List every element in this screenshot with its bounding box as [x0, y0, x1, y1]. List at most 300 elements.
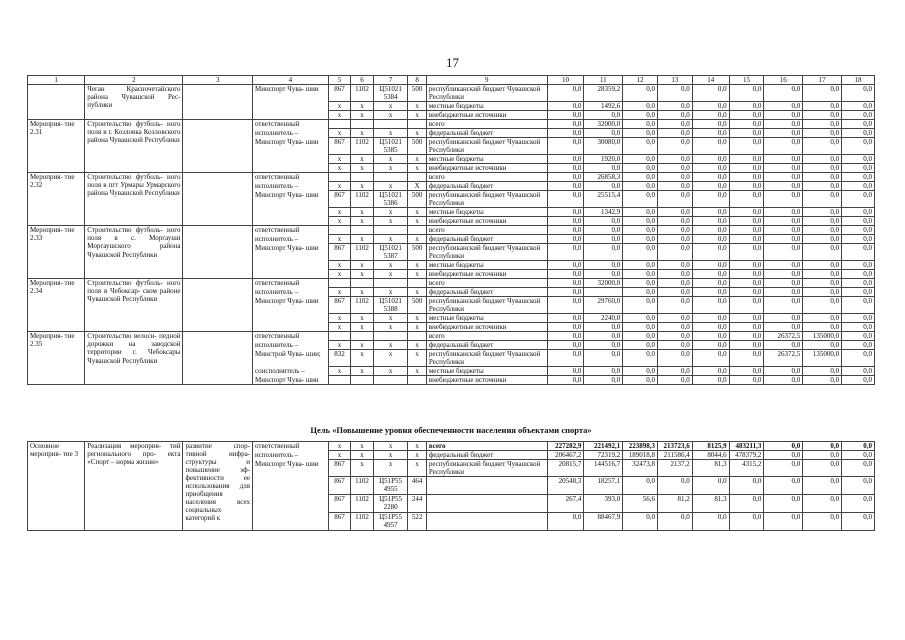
table-cell: 0,0 — [623, 111, 658, 120]
table-cell: 867 — [328, 85, 351, 102]
table-cell: 0,0 — [584, 323, 623, 332]
table-cell: x — [408, 217, 426, 226]
table-cell: 0,0 — [803, 244, 842, 261]
table-cell — [253, 323, 329, 332]
header-cell: 2 — [85, 76, 183, 85]
table-cell: 0,0 — [547, 217, 584, 226]
table-cell: всего — [426, 173, 547, 182]
table-cell: местные бюджеты — [426, 155, 547, 164]
table-cell: 0,0 — [764, 182, 803, 191]
table-cell: республиканский бюджет Чувашской Республики — [426, 350, 547, 367]
table-cell: 0,0 — [692, 323, 729, 332]
table-cell: 0,0 — [658, 138, 693, 155]
table-cell: x — [373, 129, 408, 138]
activity-number-cell: Мероприя- тие 2.35 — [28, 332, 85, 385]
table-cell: 0,0 — [729, 244, 764, 261]
table-cell: x — [373, 155, 408, 164]
table-cell: 0,0 — [658, 102, 693, 111]
table-cell: исполнитель – — [253, 182, 329, 191]
table-cell: республиканский бюджет Чувашской Республики — [426, 297, 547, 314]
table-cell: 0,0 — [842, 191, 875, 208]
table-cell: 0,0 — [623, 182, 658, 191]
table-cell: x — [373, 270, 408, 279]
table-cell: 0,0 — [764, 513, 803, 531]
table-cell — [328, 173, 351, 182]
table-cell: 0,0 — [692, 261, 729, 270]
table-cell: 211586,4 — [658, 451, 693, 460]
table-cell — [253, 217, 329, 226]
table-cell: 0,0 — [764, 173, 803, 182]
table-cell: республиканский бюджет Чувашской Республики — [426, 244, 547, 261]
table-cell: исполнитель – — [253, 288, 329, 297]
table-cell: 0,0 — [729, 332, 764, 341]
table-row — [28, 120, 875, 129]
table-cell: 0,0 — [842, 367, 875, 376]
table-cell: всего — [426, 442, 547, 451]
table-cell — [328, 279, 351, 288]
table-cell: 0,0 — [658, 288, 693, 297]
header-cell: 3 — [183, 76, 253, 85]
table-cell: 0,0 — [547, 261, 584, 270]
table-cell — [351, 332, 374, 341]
table-cell: 0,0 — [729, 155, 764, 164]
table-cell: Минстрой Чува- шии; — [253, 350, 329, 367]
table-cell: 0,0 — [842, 332, 875, 341]
table-cell: 0,0 — [803, 85, 842, 102]
activity-number-cell: Мероприя- тие 2.34 — [28, 279, 85, 332]
table-cell: 81,2 — [658, 495, 693, 513]
table-cell: 0,0 — [842, 513, 875, 531]
table-cell: x — [373, 111, 408, 120]
table-cell: 0,0 — [623, 120, 658, 129]
table-cell: x — [328, 341, 351, 350]
table-cell: 0,0 — [584, 235, 623, 244]
table-cell: 0,0 — [584, 129, 623, 138]
table-cell: 0,0 — [729, 350, 764, 367]
table-cell: 0,0 — [692, 226, 729, 235]
table-cell: 0,0 — [547, 332, 584, 341]
table-cell: 0,0 — [729, 513, 764, 531]
table-cell: 0,0 — [692, 138, 729, 155]
table-cell: республиканский бюджет Чувашской Республики — [426, 460, 547, 477]
table-cell: 0,0 — [729, 376, 764, 385]
table-cell: 0,0 — [842, 173, 875, 182]
table-cell: 0,0 — [729, 367, 764, 376]
table-cell: 0,0 — [658, 129, 693, 138]
table-cell: 0,0 — [547, 367, 584, 376]
header-cell: 17 — [803, 76, 842, 85]
table-cell: 0,0 — [842, 376, 875, 385]
table-cell: 0,0 — [842, 244, 875, 261]
table-cell — [253, 102, 329, 111]
table-cell — [253, 477, 329, 495]
table-cell: x — [328, 270, 351, 279]
table-cell: 0,0 — [547, 226, 584, 235]
table-cell: 0,0 — [729, 226, 764, 235]
table-cell: 0,0 — [623, 279, 658, 288]
table-cell: x — [328, 155, 351, 164]
table-cell — [253, 270, 329, 279]
table-cell: x — [373, 350, 408, 367]
table-cell: 0,0 — [547, 182, 584, 191]
table-cell: x — [328, 235, 351, 244]
table-cell: федеральный бюджет — [426, 451, 547, 460]
table-cell: 0,0 — [692, 85, 729, 102]
table-cell: 135000,0 — [803, 332, 842, 341]
table-cell: x — [351, 323, 374, 332]
table-cell: 0,0 — [623, 513, 658, 531]
table-cell: 0,0 — [658, 217, 693, 226]
goal-heading: Цель «Повышение уровня обеспеченности населения объектами спорта» — [310, 425, 592, 435]
table-cell: x — [408, 451, 426, 460]
table-cell: ответственный — [253, 120, 329, 129]
activity-name-cell: Строительство велоси- педной дорожки на заводской территории г. Чебоксары Чувашской Республики — [85, 332, 183, 385]
table-cell: 26372,5 — [764, 332, 803, 341]
table-cell — [408, 120, 426, 129]
table-cell: 0,0 — [658, 173, 693, 182]
table-cell: 30080,0 — [584, 138, 623, 155]
table-cell: 0,0 — [764, 155, 803, 164]
table-cell: 0,0 — [729, 341, 764, 350]
header-cell: 10 — [547, 76, 584, 85]
table-cell: ответственный — [253, 226, 329, 235]
table-cell: 0,0 — [729, 191, 764, 208]
table-cell: 0,0 — [658, 350, 693, 367]
table-cell: ответственный — [253, 173, 329, 182]
table-cell: местные бюджеты — [426, 314, 547, 323]
table-cell: 1102 — [351, 477, 374, 495]
table-cell: 135000,0 — [803, 350, 842, 367]
table-cell: 0,0 — [764, 85, 803, 102]
table-cell: 20548,3 — [547, 477, 584, 495]
table-cell: 29760,0 — [584, 297, 623, 314]
table-cell: 0,0 — [547, 155, 584, 164]
table-cell: 0,0 — [692, 164, 729, 173]
table-cell: 0,0 — [803, 164, 842, 173]
table-cell: 0,0 — [764, 477, 803, 495]
table-cell: x — [328, 367, 351, 376]
table-cell: 867 — [328, 495, 351, 513]
table-cell: 0,0 — [764, 235, 803, 244]
table-cell: 0,0 — [623, 367, 658, 376]
table-cell: 26372,5 — [764, 350, 803, 367]
table-cell: 0,0 — [547, 235, 584, 244]
table-cell: ответственный — [253, 279, 329, 288]
table-cell: x — [351, 314, 374, 323]
table-cell: x — [408, 235, 426, 244]
header-cell: 13 — [658, 76, 693, 85]
table-row — [28, 173, 875, 182]
table-cell: Минспорт Чува- шии — [253, 191, 329, 208]
table-cell: x — [351, 155, 374, 164]
table-cell: 867 — [328, 297, 351, 314]
table-cell: 0,0 — [547, 288, 584, 297]
table-cell: 0,0 — [547, 270, 584, 279]
table-cell: x — [373, 261, 408, 270]
table-cell: Ц51Р55 4955 — [373, 477, 408, 495]
table-cell: 25515,4 — [584, 191, 623, 208]
table-cell: 0,0 — [692, 191, 729, 208]
table-cell: 81,3 — [692, 460, 729, 477]
table-cell: x — [373, 288, 408, 297]
table-cell: 0,0 — [692, 332, 729, 341]
table-cell: местные бюджеты — [426, 208, 547, 217]
table-cell: 0,0 — [764, 226, 803, 235]
table-cell: 0,0 — [623, 191, 658, 208]
table-cell — [351, 279, 374, 288]
page-number: 17 — [446, 55, 459, 70]
table-cell: x — [408, 460, 426, 477]
table-cell: 500 — [408, 244, 426, 261]
table-cell: 0,0 — [547, 120, 584, 129]
table-cell: 0,0 — [692, 235, 729, 244]
table-cell: 1102 — [351, 244, 374, 261]
table-cell: местные бюджеты — [426, 261, 547, 270]
table-cell: 0,0 — [623, 208, 658, 217]
table-cell — [426, 495, 547, 513]
activity-name-cell: Строительство футболь- ного поля в г. Козловка Козловского района Чувашской Республики — [85, 120, 183, 173]
header-cell: 18 — [842, 76, 875, 85]
table-cell: исполнитель – — [253, 341, 329, 350]
table-cell: x — [373, 164, 408, 173]
header-row — [28, 76, 875, 85]
table-cell: 0,0 — [692, 367, 729, 376]
table-cell: 0,0 — [584, 226, 623, 235]
table-cell: x — [351, 451, 374, 460]
table-cell: x — [351, 235, 374, 244]
table-cell — [373, 279, 408, 288]
table-cell: x — [373, 323, 408, 332]
table-cell: федеральный бюджет — [426, 288, 547, 297]
table-cell: 0,0 — [803, 208, 842, 217]
goal-cell — [183, 120, 253, 173]
table-cell: 0,0 — [764, 129, 803, 138]
table-cell: 0,0 — [658, 477, 693, 495]
table-cell: 0,0 — [658, 208, 693, 217]
header-cell: 16 — [764, 76, 803, 85]
table-cell: Ц51021 5388 — [373, 297, 408, 314]
table-cell: 0,0 — [547, 341, 584, 350]
table-cell: Минспорт Чува- шии — [253, 85, 329, 102]
table-cell: 223898,3 — [623, 442, 658, 451]
table-cell: 0,0 — [729, 164, 764, 173]
activity-number-cell: Мероприя- тие 2.32 — [28, 173, 85, 226]
table-cell: 0,0 — [764, 376, 803, 385]
goal-cell — [183, 226, 253, 279]
header-cell: 5 — [328, 76, 351, 85]
table-cell: x — [328, 314, 351, 323]
table-cell: 0,0 — [803, 279, 842, 288]
table-cell: 0,0 — [692, 376, 729, 385]
table-row — [28, 442, 875, 451]
header-cell: 11 — [584, 76, 623, 85]
table-cell: 0,0 — [623, 173, 658, 182]
table-cell: 0,0 — [658, 244, 693, 261]
table-cell: внебюджетные источники — [426, 164, 547, 173]
table-cell: 0,0 — [803, 261, 842, 270]
table-cell: 0,0 — [842, 120, 875, 129]
table-cell: всего — [426, 279, 547, 288]
table-cell: 0,0 — [692, 111, 729, 120]
table-cell — [253, 164, 329, 173]
table-cell: 0,0 — [803, 513, 842, 531]
table-cell: x — [351, 217, 374, 226]
table-cell — [408, 376, 426, 385]
table-cell: 0,0 — [658, 376, 693, 385]
table-cell: x — [351, 367, 374, 376]
table-cell: x — [408, 350, 426, 367]
table-cell: 0,0 — [692, 120, 729, 129]
table-cell: 0,0 — [547, 376, 584, 385]
table-cell: x — [408, 341, 426, 350]
table-cell: x — [328, 111, 351, 120]
table-cell: x — [408, 164, 426, 173]
table-cell: x — [328, 208, 351, 217]
table-cell: 867 — [328, 138, 351, 155]
table-cell: 0,0 — [692, 217, 729, 226]
table-cell: 0,0 — [729, 120, 764, 129]
table-cell: 0,0 — [842, 111, 875, 120]
table-cell: 0,0 — [803, 451, 842, 460]
table-cell: 500 — [408, 297, 426, 314]
activity-number-cell: Мероприя- тие 2.31 — [28, 120, 85, 173]
table-cell: x — [351, 111, 374, 120]
table-cell: 227282,9 — [547, 442, 584, 451]
table-cell — [328, 376, 351, 385]
table-cell: 0,0 — [729, 477, 764, 495]
table-cell: Минспорт Чува- шии — [253, 297, 329, 314]
table-row — [28, 279, 875, 288]
table-cell: 0,0 — [658, 341, 693, 350]
table-cell: республиканский бюджет Чувашской Республики — [426, 191, 547, 208]
table-cell: 0,0 — [623, 164, 658, 173]
table-cell — [253, 111, 329, 120]
table-cell: 0,0 — [842, 341, 875, 350]
table-cell — [408, 279, 426, 288]
table-cell: x — [373, 314, 408, 323]
table-cell: внебюджетные источники — [426, 270, 547, 279]
table-cell: 0,0 — [803, 376, 842, 385]
table-cell: республиканский бюджет Чувашской Республики — [426, 138, 547, 155]
table-cell: 0,0 — [658, 261, 693, 270]
table-cell — [328, 226, 351, 235]
table-cell: x — [328, 451, 351, 460]
table-cell: 0,0 — [623, 235, 658, 244]
table-cell: 0,0 — [764, 217, 803, 226]
table-cell: 0,0 — [584, 341, 623, 350]
table-cell: 0,0 — [547, 164, 584, 173]
table-cell: 0,0 — [658, 297, 693, 314]
table-cell: 0,0 — [623, 217, 658, 226]
table-cell: 0,0 — [764, 297, 803, 314]
header-cell: 12 — [623, 76, 658, 85]
table-cell: x — [373, 182, 408, 191]
table-cell: внебюджетные источники — [426, 111, 547, 120]
activity-name-cell: Строительство футболь- ного поля в с. Моргауши Моргаушского района Чувашской Республики — [85, 226, 183, 279]
table-cell: Ц51021 5386 — [373, 191, 408, 208]
table-cell: 0,0 — [803, 314, 842, 323]
activity-name-cell: Реализация мероприя- тий регионального про- екта «Спорт – норма жизни» — [85, 442, 183, 531]
table-cell: 0,0 — [623, 314, 658, 323]
table-cell: x — [373, 208, 408, 217]
table-cell: 4315,2 — [729, 460, 764, 477]
table-cell: Ц51021 5387 — [373, 244, 408, 261]
table-cell: 0,0 — [842, 451, 875, 460]
table-cell: 1102 — [351, 495, 374, 513]
table-cell: 0,0 — [547, 297, 584, 314]
table-cell: 867 — [328, 460, 351, 477]
activity-name-cell: Строительство футболь- ного поля в Чебоксар- ском районе Чувашской Республики — [85, 279, 183, 332]
table-cell: 0,0 — [803, 288, 842, 297]
table-cell: 0,0 — [764, 138, 803, 155]
table-cell: 0,0 — [729, 85, 764, 102]
table-cell: 0,0 — [764, 191, 803, 208]
table-cell: x — [328, 261, 351, 270]
table-cell: x — [351, 129, 374, 138]
table-cell — [373, 173, 408, 182]
table-cell — [253, 208, 329, 217]
table-cell: 0,0 — [623, 226, 658, 235]
table-cell: 0,0 — [842, 288, 875, 297]
table-cell: 0,0 — [803, 367, 842, 376]
table-cell: 1920,0 — [584, 155, 623, 164]
table-cell: x — [351, 164, 374, 173]
table-cell: 478379,2 — [729, 451, 764, 460]
table-cell: 1102 — [351, 85, 374, 102]
table-cell: 0,0 — [658, 155, 693, 164]
table-cell: 0,0 — [584, 244, 623, 261]
table-cell: 0,0 — [623, 332, 658, 341]
table-row — [28, 226, 875, 235]
table-cell — [253, 261, 329, 270]
table-cell: 0,0 — [842, 350, 875, 367]
table-cell: 0,0 — [623, 288, 658, 297]
table-cell: 832 — [328, 350, 351, 367]
table-cell: 0,0 — [658, 279, 693, 288]
table-cell: 0,0 — [658, 270, 693, 279]
table-cell: 393,0 — [584, 495, 623, 513]
table-cell — [351, 376, 374, 385]
table-cell: 0,0 — [547, 85, 584, 102]
table-cell: 0,0 — [803, 477, 842, 495]
table-cell: x — [351, 460, 374, 477]
table-cell: Ц51Р55 2280 — [373, 495, 408, 513]
table-cell: 0,0 — [764, 111, 803, 120]
table-cell: 500 — [408, 191, 426, 208]
table-cell: 0,0 — [803, 495, 842, 513]
table-cell: 0,0 — [729, 297, 764, 314]
table-cell: Ц51021 5384 — [373, 85, 408, 102]
table-cell: 8044,6 — [692, 451, 729, 460]
table-cell: 500 — [408, 138, 426, 155]
table-cell: x — [373, 367, 408, 376]
table-cell: 32000,0 — [584, 279, 623, 288]
table-cell: 1102 — [351, 513, 374, 531]
table-cell: x — [408, 270, 426, 279]
table-cell: 0,0 — [692, 155, 729, 164]
table-cell: 0,0 — [658, 164, 693, 173]
table-cell: 1492,6 — [584, 102, 623, 111]
table-cell: внебюджетные источники — [426, 217, 547, 226]
table-cell: 0,0 — [658, 235, 693, 244]
table-cell: 0,0 — [692, 288, 729, 297]
table-cell: Минспорт Чува- шии — [253, 138, 329, 155]
table-cell: x — [328, 164, 351, 173]
budget-table — [27, 75, 875, 385]
table-cell: 0,0 — [803, 111, 842, 120]
table-cell: 0,0 — [547, 191, 584, 208]
table-cell: 0,0 — [803, 120, 842, 129]
